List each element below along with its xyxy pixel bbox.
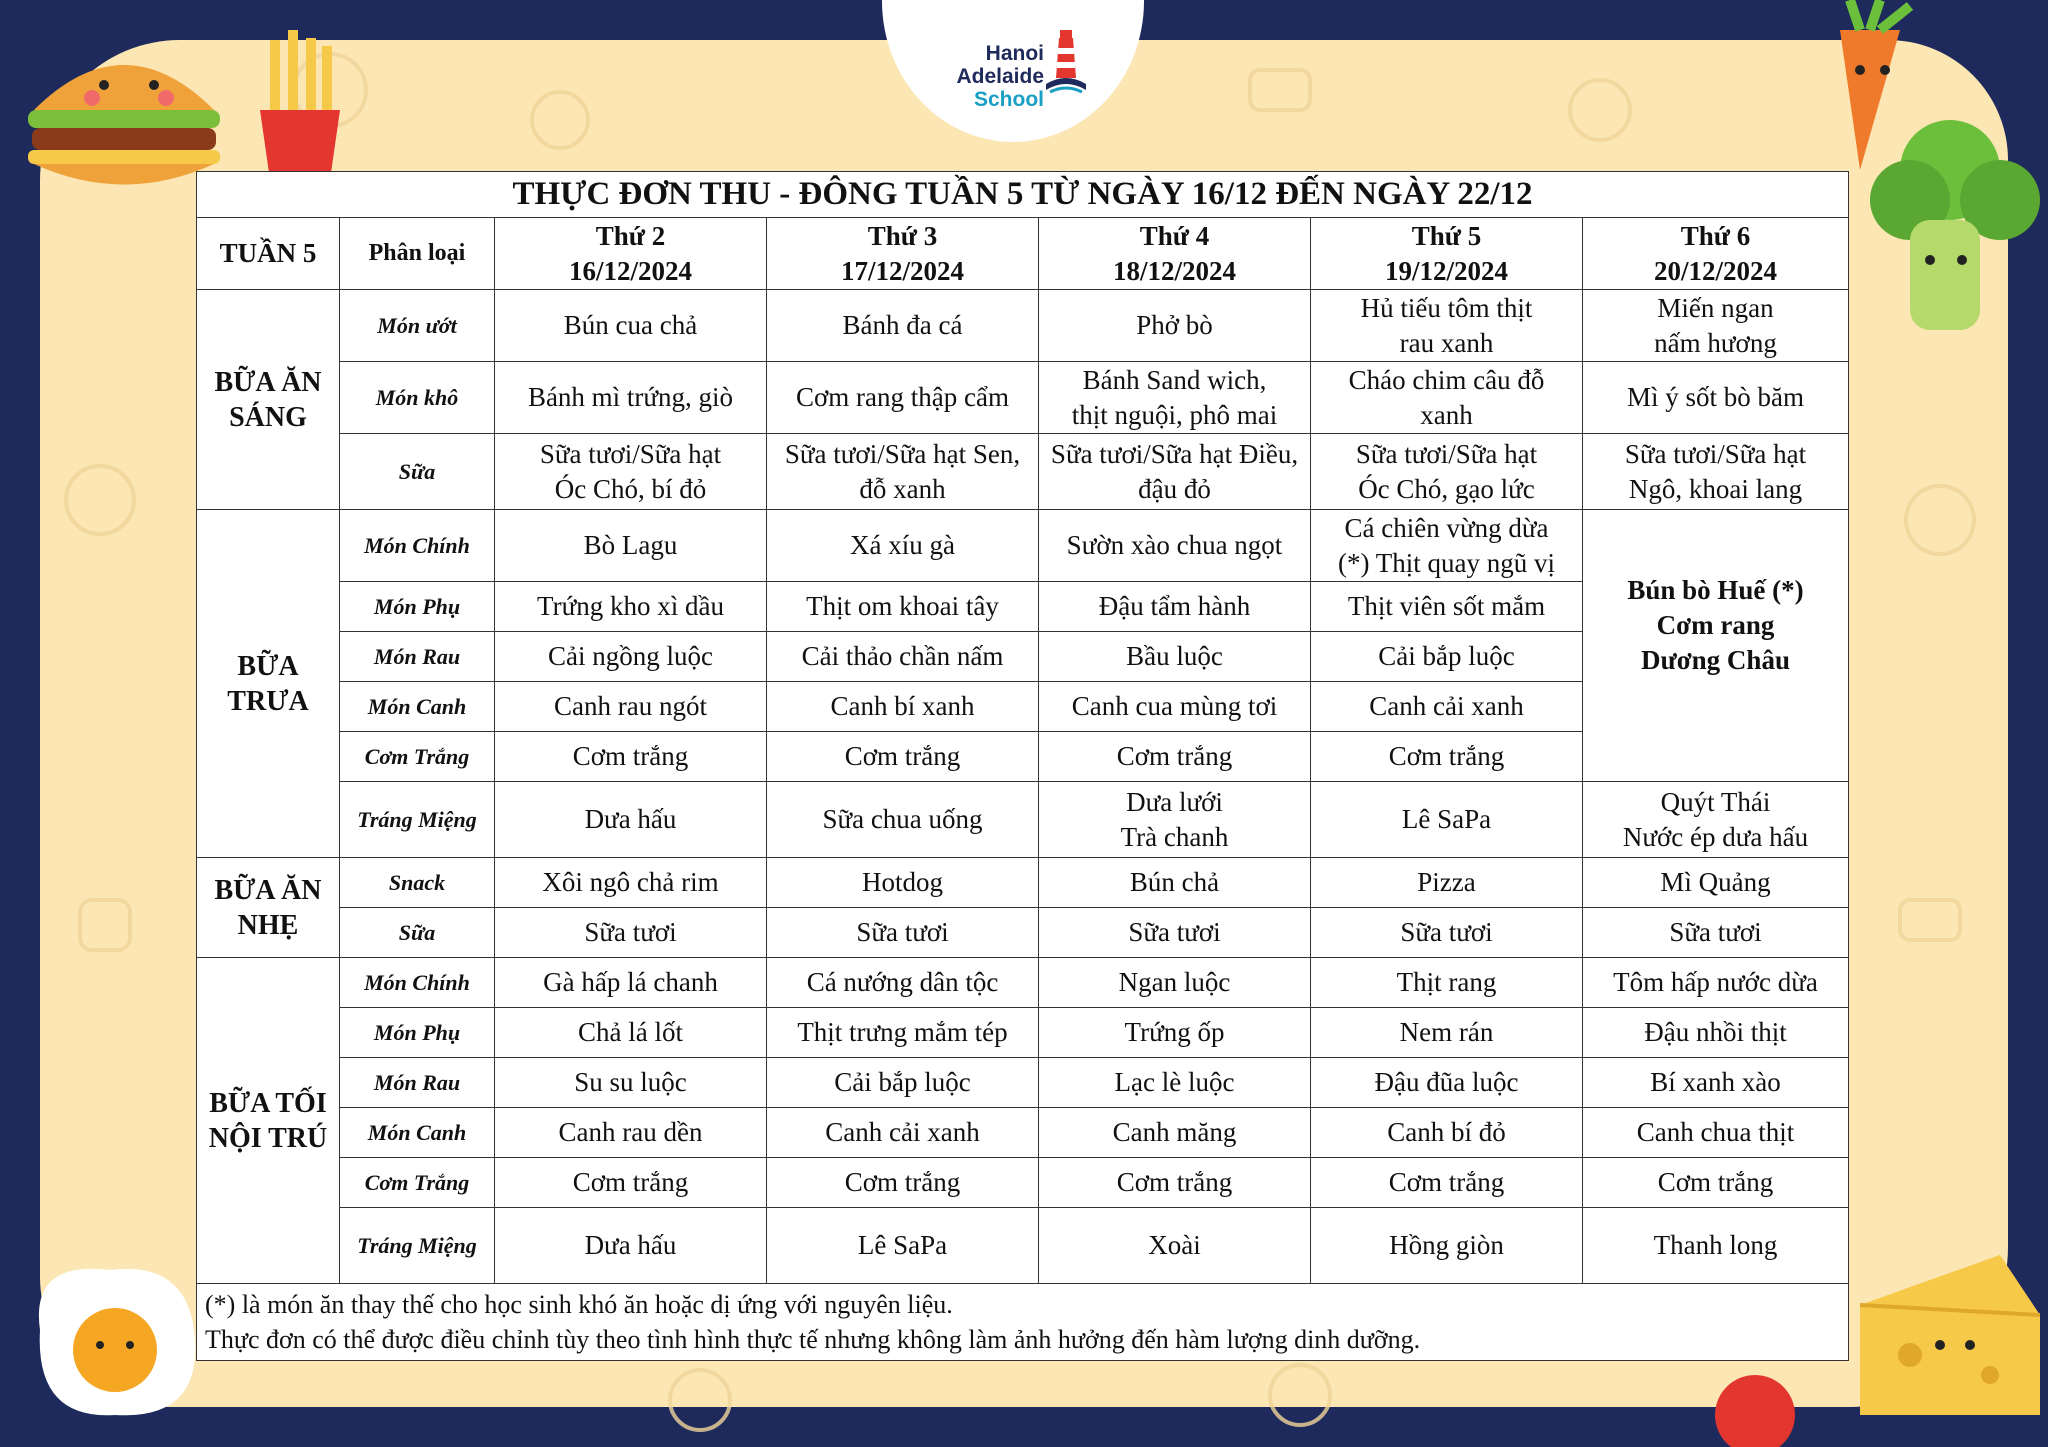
day-header [495, 218, 767, 290]
menu-cell [1039, 858, 1311, 908]
cell-text-line: đậu đỏ [1138, 473, 1211, 504]
menu-cell [495, 1008, 767, 1058]
cell-text-line: Xá xíu gà [850, 530, 955, 560]
menu-cell [1311, 858, 1583, 908]
cell-text-line: Cơm rang thập cẩm [796, 382, 1009, 412]
cell-text-line: 19/12/2024 [1384, 255, 1508, 286]
table-row [197, 1008, 1849, 1058]
cell-text-line: BỮA ĂN [214, 874, 322, 906]
logo-line-2: Adelaide [956, 65, 1044, 88]
cell-text-line: Sữa tươi [1400, 917, 1493, 947]
table-row [197, 782, 1849, 858]
cheese-icon [1850, 1245, 2048, 1445]
cell-text-line: Mì ý sốt bò băm [1626, 382, 1804, 412]
note-adjustment: Thực đơn có thể được điều chỉnh tùy theo tình hình thực tế nhưng không làm ảnh hưởng đến hàm lượng dinh dưỡng. [205, 1325, 1421, 1354]
cell-text-line: Đậu đũa luộc [1374, 1067, 1519, 1097]
cell-text-line: Cơm trắng [844, 741, 961, 771]
menu-cell [1311, 510, 1583, 582]
cell-text-line: Cải bắp luộc [1378, 641, 1515, 671]
cell-text-line: TRƯA [227, 685, 309, 717]
table-row [197, 1108, 1849, 1158]
cell-text-line: 18/12/2024 [1112, 255, 1236, 286]
friday-lunch-cell [1583, 510, 1849, 782]
table-row [197, 908, 1849, 958]
cell-text-line: Sữa tươi [584, 917, 677, 947]
day-header [767, 218, 1039, 290]
cell-text-line: Bún bò Huế (*) [1627, 575, 1804, 605]
menu-cell [1039, 782, 1311, 858]
menu-cell [767, 434, 1039, 510]
category-cell: Món Chính [340, 510, 495, 582]
lighthouse-icon [1046, 26, 1086, 96]
cell-text-line: Thứ 5 [1411, 220, 1482, 251]
cell-text-line: Quýt Thái [1660, 786, 1771, 817]
menu-cell [1039, 1208, 1311, 1284]
week-label: TUẦN 5 [197, 218, 340, 290]
menu-cell [1583, 1158, 1849, 1208]
school-logo [944, 42, 1044, 111]
cell-text-line: Cá nướng dân tộc [806, 967, 999, 997]
menu-cell [495, 682, 767, 732]
meal-label-lunch [197, 510, 340, 858]
menu-cell [1583, 958, 1849, 1008]
cell-text-line: xanh [1420, 399, 1473, 430]
logo-line-1: Hanoi [985, 42, 1044, 65]
cell-text-line: Mì Quảng [1660, 867, 1771, 897]
menu-cell [1039, 510, 1311, 582]
cell-text-line: Canh cải xanh [825, 1117, 980, 1147]
menu-cell [1583, 1008, 1849, 1058]
menu-cell [1583, 434, 1849, 510]
menu-cell [495, 362, 767, 434]
menu-cell [1039, 362, 1311, 434]
menu-cell [495, 632, 767, 682]
cell-text-line: Thịt rang [1396, 967, 1497, 997]
menu-cell [495, 858, 767, 908]
day-header [1311, 218, 1583, 290]
cell-text-line: Xôi ngô chả rim [542, 867, 719, 897]
menu-cell [767, 1108, 1039, 1158]
menu-cell [1583, 1058, 1849, 1108]
menu-cell [495, 1158, 767, 1208]
category-cell: Món Canh [340, 1108, 495, 1158]
menu-cell [495, 908, 767, 958]
cell-text-line: Sữa tươi [856, 917, 949, 947]
menu-cell [1583, 782, 1849, 858]
table-row [197, 858, 1849, 908]
cell-text-line: Canh cải xanh [1369, 691, 1524, 721]
category-cell: Món Chính [340, 958, 495, 1008]
menu-cell [1311, 582, 1583, 632]
menu-cell [767, 1058, 1039, 1108]
table-row [197, 958, 1849, 1008]
cell-text-line: BỮA ĂN [214, 366, 322, 398]
menu-cell [1039, 290, 1311, 362]
cell-text-line: Sữa tươi/Sữa hạt [539, 438, 722, 469]
cell-text-line: 16/12/2024 [568, 255, 692, 286]
menu-cell [767, 582, 1039, 632]
broccoli-icon [1850, 110, 2048, 340]
menu-cell [767, 858, 1039, 908]
menu-cell [1039, 682, 1311, 732]
cell-text-line: rau xanh [1399, 327, 1494, 358]
menu-cell [1311, 290, 1583, 362]
meal-label-breakfast [197, 290, 340, 510]
cell-text-line: Canh bí đỏ [1387, 1117, 1506, 1147]
cell-text-line: Nem rán [1399, 1017, 1494, 1047]
table-row [197, 434, 1849, 510]
menu-cell [1039, 582, 1311, 632]
menu-cell [767, 682, 1039, 732]
category-cell: Sữa [340, 434, 495, 510]
cell-text-line: Thứ 4 [1139, 220, 1210, 251]
cell-text-line: Cơm trắng [572, 741, 689, 771]
menu-sheet [196, 171, 1848, 1361]
menu-cell [1311, 362, 1583, 434]
cell-text-line: Thịt om khoai tây [806, 591, 999, 621]
fries-icon [240, 30, 360, 180]
menu-title: THỰC ĐƠN THU - ĐÔNG TUẦN 5 TỪ NGÀY 16/12 ĐẾN NGÀY 22/12 [197, 172, 1849, 218]
notes-row [197, 1284, 1849, 1361]
cell-text-line: Cơm trắng [572, 1167, 689, 1197]
apple-icon [1700, 1365, 1810, 1447]
cell-text-line: Canh bí xanh [830, 691, 975, 721]
menu-cell [1039, 1108, 1311, 1158]
cell-text-line: Xoài [1148, 1230, 1201, 1260]
menu-cell [1039, 1058, 1311, 1108]
cell-text-line: Ngan luộc [1118, 967, 1231, 997]
cell-text-line: nấm hương [1654, 327, 1777, 358]
cell-text-line: Cơm trắng [1657, 1167, 1774, 1197]
cell-text-line: Sữa tươi/Sữa hạt [1355, 438, 1538, 469]
cell-text-line: Sườn xào chua ngọt [1066, 530, 1283, 560]
category-cell: Món ướt [340, 290, 495, 362]
cell-text-line: BỮA TỐI [209, 1087, 327, 1119]
menu-cell [1311, 682, 1583, 732]
cell-text-line: Thứ 2 [595, 220, 666, 251]
menu-cell [1583, 1208, 1849, 1284]
table-row [197, 290, 1849, 362]
logo-line-3: School [973, 88, 1044, 111]
menu-cell [1311, 732, 1583, 782]
cell-text-line: Bánh Sand wich, [1082, 364, 1267, 395]
cell-text-line: Đậu nhồi thịt [1644, 1017, 1787, 1047]
menu-cell [767, 1008, 1039, 1058]
menu-cell [1311, 1158, 1583, 1208]
menu-cell [495, 1058, 767, 1108]
cell-text-line: (*) Thịt quay ngũ vị [1338, 547, 1555, 578]
menu-cell [1311, 782, 1583, 858]
menu-cell [1311, 1008, 1583, 1058]
cell-text-line: Canh rau ngót [554, 691, 707, 721]
menu-cell [767, 1158, 1039, 1208]
menu-cell [1583, 290, 1849, 362]
cell-text-line: Cải ngồng luộc [548, 641, 713, 671]
category-cell: Tráng Miệng [340, 782, 495, 858]
menu-cell [767, 632, 1039, 682]
cell-text-line: Cải thảo chần nấm [801, 641, 1004, 671]
cell-text-line: Đậu tẩm hành [1098, 591, 1251, 621]
menu-cell [1583, 362, 1849, 434]
menu-cell [767, 510, 1039, 582]
category-cell: Tráng Miệng [340, 1208, 495, 1284]
menu-cell [495, 434, 767, 510]
menu-cell [495, 1208, 767, 1284]
menu-cell [767, 290, 1039, 362]
cell-text-line: Sữa tươi [1669, 917, 1762, 947]
menu-cell [1039, 434, 1311, 510]
cell-text-line: Cá chiên vừng dừa [1344, 512, 1549, 543]
cell-text-line: Thịt trưng mắm tép [797, 1017, 1008, 1047]
cell-text-line: Bò Lagu [583, 530, 678, 560]
category-cell: Món Rau [340, 1058, 495, 1108]
cell-text-line: Gà hấp lá chanh [543, 967, 718, 997]
cell-text-line: 20/12/2024 [1653, 255, 1777, 286]
cell-text-line: Nước ép dưa hấu [1622, 821, 1809, 852]
cell-text-line: Dưa lưới [1126, 786, 1223, 817]
cell-text-line: Sữa tươi/Sữa hạt [1624, 438, 1807, 469]
category-cell: Cơm Trắng [340, 732, 495, 782]
category-cell: Món Rau [340, 632, 495, 682]
cell-text-line: Thứ 6 [1680, 220, 1751, 251]
cell-text-line: Trứng ốp [1124, 1017, 1225, 1047]
menu-cell [495, 732, 767, 782]
cell-text-line: Dương Châu [1641, 645, 1790, 675]
cell-text-line: NỘI TRÚ [208, 1122, 328, 1154]
note-substitute: (*) là món ăn thay thế cho học sinh khó ăn hoặc dị ứng với nguyên liệu. [205, 1290, 953, 1319]
cell-text-line: Trà chanh [1120, 821, 1229, 852]
cell-text-line: Tôm hấp nước dừa [1613, 967, 1818, 997]
table-row [197, 510, 1849, 582]
cell-text-line: Thanh long [1653, 1230, 1778, 1260]
cell-text-line: Chả lá lốt [578, 1017, 683, 1047]
day-header [1039, 218, 1311, 290]
cell-text-line: SÁNG [229, 401, 307, 433]
category-header: Phân loại [340, 218, 495, 290]
cell-text-line: đỗ xanh [859, 473, 946, 504]
cell-text-line: Bún chả [1129, 867, 1220, 897]
cell-text-line: Dưa hấu [584, 1230, 677, 1260]
menu-cell [1039, 1008, 1311, 1058]
menu-cell [495, 782, 767, 858]
cell-text-line: Sữa chua uống [822, 804, 983, 834]
menu-cell [1039, 908, 1311, 958]
menu-cell [1311, 1058, 1583, 1108]
header-row [197, 218, 1849, 290]
category-cell: Sữa [340, 908, 495, 958]
category-cell: Món Canh [340, 682, 495, 732]
cell-text-line: Cải bắp luộc [834, 1067, 971, 1097]
cell-text-line: Cơm rang [1656, 610, 1775, 640]
cell-text-line: Sữa tươi [1128, 917, 1221, 947]
cell-text-line: Trứng kho xì dầu [537, 591, 724, 621]
menu-notes [197, 1284, 1849, 1361]
cell-text-line: Canh cua mùng tơi [1071, 691, 1278, 721]
menu-cell [1311, 1208, 1583, 1284]
menu-cell [495, 958, 767, 1008]
menu-cell [495, 582, 767, 632]
cell-text-line: Óc Chó, gạo lức [1358, 473, 1535, 504]
cell-text-line: Canh măng [1112, 1117, 1237, 1147]
menu-cell [1583, 1108, 1849, 1158]
menu-cell [495, 1108, 767, 1158]
table-row [197, 362, 1849, 434]
cell-text-line: Lạc lè luộc [1114, 1067, 1235, 1097]
cell-text-line: Thịt viên sốt mắm [1347, 591, 1546, 621]
category-cell: Món khô [340, 362, 495, 434]
cell-text-line: Ngô, khoai lang [1628, 473, 1803, 504]
category-cell: Cơm Trắng [340, 1158, 495, 1208]
meal-label-snack [197, 858, 340, 958]
menu-cell [1311, 434, 1583, 510]
cell-text-line: Canh chua thịt [1636, 1117, 1795, 1147]
cell-text-line: Lê SaPa [1401, 804, 1492, 834]
cell-text-line: Pizza [1417, 867, 1476, 897]
category-cell: Snack [340, 858, 495, 908]
menu-cell [1583, 858, 1849, 908]
cell-text-line: Bánh đa cá [842, 310, 963, 340]
table-row [197, 1158, 1849, 1208]
menu-cell [767, 362, 1039, 434]
cell-text-line: Bầu luộc [1126, 641, 1223, 671]
menu-cell [767, 782, 1039, 858]
meal-label-dinner [197, 958, 340, 1284]
cell-text-line: Óc Chó, bí đỏ [554, 473, 707, 504]
cell-text-line: Su su luộc [574, 1067, 687, 1097]
cell-text-line: Thứ 3 [867, 220, 938, 251]
cell-text-line: Hồng giòn [1389, 1230, 1504, 1260]
cell-text-line: 17/12/2024 [840, 255, 964, 286]
menu-cell [767, 958, 1039, 1008]
cell-text-line: Canh rau dền [558, 1117, 703, 1147]
cell-text-line: Bún cua chả [563, 310, 698, 340]
menu-cell [767, 1208, 1039, 1284]
cell-text-line: Cơm trắng [1116, 741, 1233, 771]
cell-text-line: Sữa tươi/Sữa hạt Điều, [1050, 438, 1299, 469]
menu-cell [1311, 1108, 1583, 1158]
fried-egg-icon [20, 1250, 210, 1430]
cell-text-line: Hotdog [862, 867, 943, 897]
cell-text-line: BỮA [237, 650, 299, 682]
cell-text-line: Cơm trắng [1388, 1167, 1505, 1197]
menu-cell [1311, 632, 1583, 682]
cell-text-line: Lê SaPa [857, 1230, 948, 1260]
menu-cell [1039, 732, 1311, 782]
cell-text-line: Bí xanh xào [1650, 1067, 1781, 1097]
day-header [1583, 218, 1849, 290]
cell-text-line: Dưa hấu [584, 804, 677, 834]
weekly-menu-table [196, 171, 1849, 1361]
cell-text-line: Phở bò [1136, 310, 1213, 340]
cell-text-line: thịt nguội, phô mai [1071, 399, 1278, 430]
cell-text-line: Bánh mì trứng, giò [527, 382, 734, 412]
menu-cell [1039, 632, 1311, 682]
cell-text-line: Cơm trắng [844, 1167, 961, 1197]
table-row [197, 1208, 1849, 1284]
cell-text-line: Sữa tươi/Sữa hạt Sen, [784, 438, 1021, 469]
category-cell: Món Phụ [340, 582, 495, 632]
menu-cell [767, 732, 1039, 782]
menu-cell [1039, 1158, 1311, 1208]
menu-cell [1311, 958, 1583, 1008]
menu-cell [495, 510, 767, 582]
menu-cell [1039, 958, 1311, 1008]
cell-text-line: NHẸ [237, 909, 299, 941]
cell-text-line: Cháo chim câu đỗ [1348, 364, 1545, 395]
category-cell: Món Phụ [340, 1008, 495, 1058]
cell-text-line: Cơm trắng [1116, 1167, 1233, 1197]
menu-cell [495, 290, 767, 362]
menu-cell [1311, 908, 1583, 958]
menu-cell [767, 908, 1039, 958]
cell-text-line: Miến ngan [1657, 292, 1774, 323]
table-row [197, 1058, 1849, 1108]
cell-text-line: Cơm trắng [1388, 741, 1505, 771]
menu-cell [1583, 908, 1849, 958]
cell-text-line: Hủ tiếu tôm thịt [1360, 292, 1533, 323]
